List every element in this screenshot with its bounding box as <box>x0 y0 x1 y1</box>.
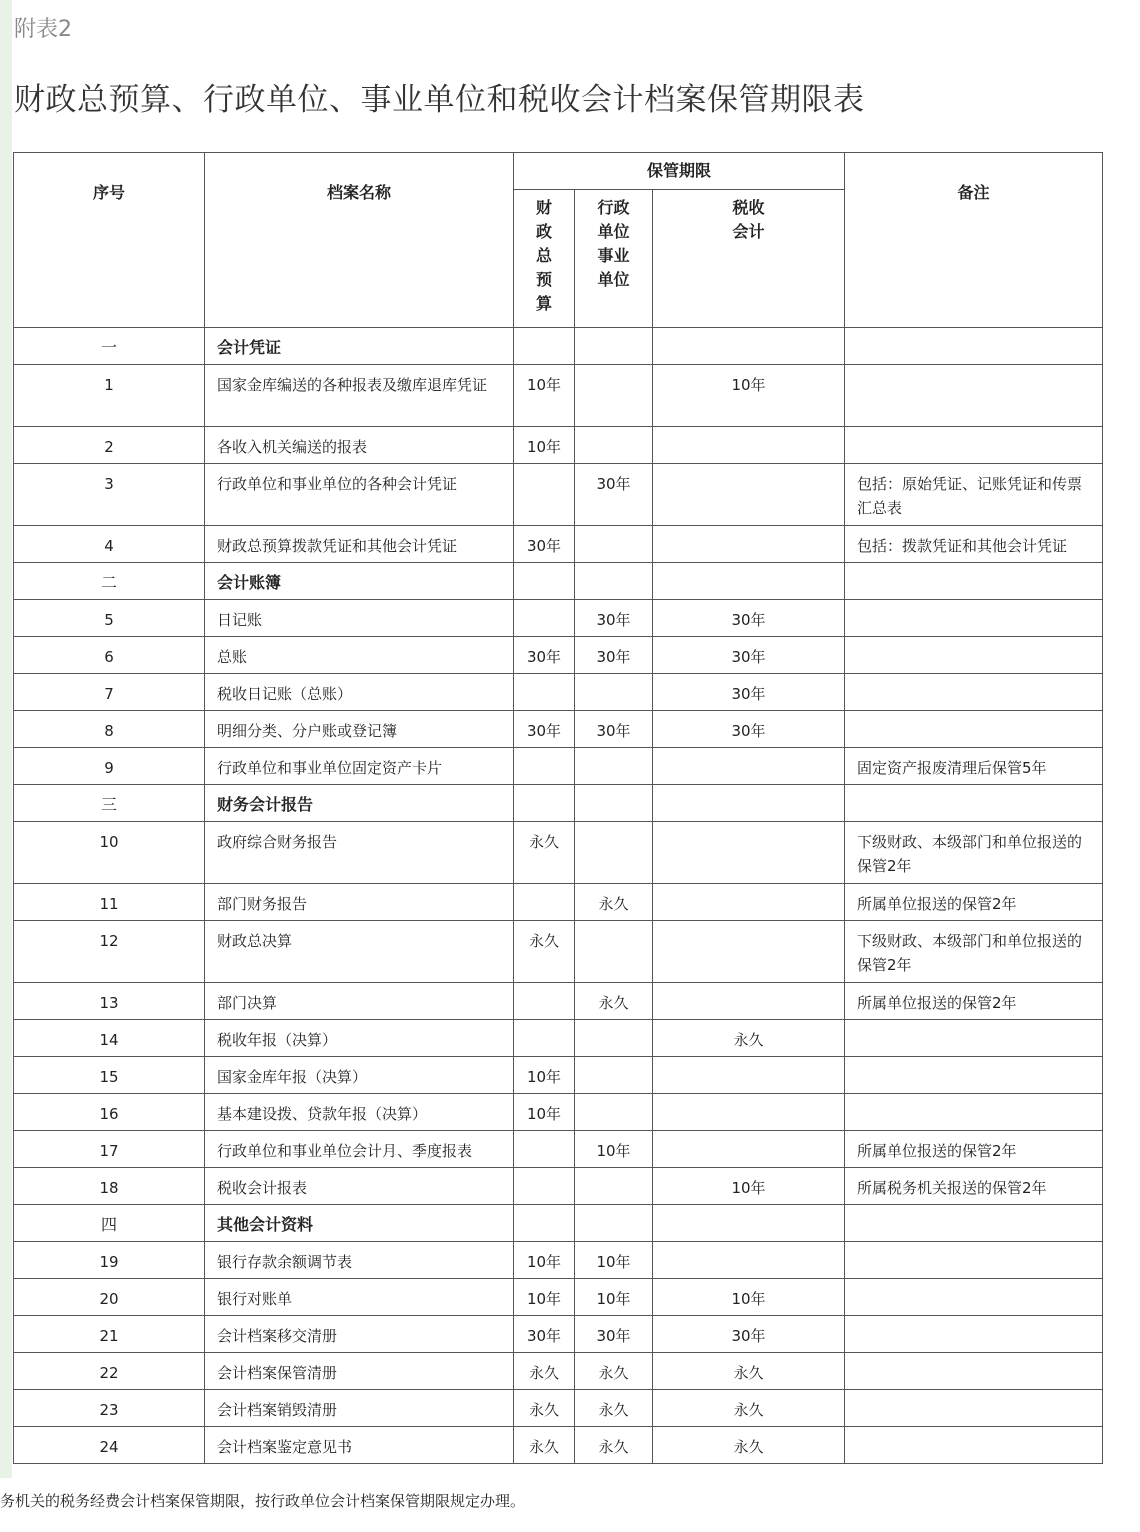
remark-cell: 所属单位报送的保管2年 <box>845 983 1103 1020</box>
archive-name-cell: 财政总预算拨款凭证和其他会计凭证 <box>205 526 514 563</box>
archive-name-cell: 日记账 <box>205 600 514 637</box>
period-admin-units-cell <box>575 427 653 464</box>
table-row <box>14 637 1103 674</box>
remark-cell: 所属单位报送的保管2年 <box>845 884 1103 921</box>
period-finance-budget-cell: 30年 <box>514 637 575 674</box>
archive-name-cell: 银行存款余额调节表 <box>205 1242 514 1279</box>
row-number-cell: 14 <box>14 1020 205 1057</box>
remark-cell: 下级财政、本级部门和单位报送的保管2年 <box>845 822 1103 884</box>
period-finance-budget-cell: 10年 <box>514 427 575 464</box>
archive-name-cell: 财务会计报告 <box>205 785 514 822</box>
period-tax-accounting-cell: 永久 <box>653 1020 845 1057</box>
remark-cell <box>845 1353 1103 1390</box>
row-number-cell: 四 <box>14 1205 205 1242</box>
section-row <box>14 785 1103 822</box>
period-tax-accounting-cell <box>653 1205 845 1242</box>
remark-cell <box>845 328 1103 365</box>
row-number-cell: 10 <box>14 822 205 884</box>
period-finance-budget-cell: 永久 <box>514 921 575 983</box>
row-number-cell: 二 <box>14 563 205 600</box>
period-finance-budget-cell <box>514 1168 575 1205</box>
remark-cell <box>845 600 1103 637</box>
table-row <box>14 526 1103 563</box>
period-admin-units-cell <box>575 1094 653 1131</box>
table-row <box>14 711 1103 748</box>
remark-cell <box>845 1316 1103 1353</box>
period-admin-units-cell <box>575 921 653 983</box>
header-remark: 备注 <box>845 153 1103 328</box>
archive-name-cell: 会计档案销毁清册 <box>205 1390 514 1427</box>
table-row <box>14 1316 1103 1353</box>
period-finance-budget-cell <box>514 563 575 600</box>
period-finance-budget-cell: 30年 <box>514 526 575 563</box>
period-tax-accounting-cell <box>653 1057 845 1094</box>
row-number-cell: 9 <box>14 748 205 785</box>
archive-name-cell: 明细分类、分户账或登记簿 <box>205 711 514 748</box>
period-admin-units-cell: 永久 <box>575 1390 653 1427</box>
period-admin-units-cell <box>575 1057 653 1094</box>
period-finance-budget-cell: 10年 <box>514 1279 575 1316</box>
archive-name-cell: 国家金库编送的各种报表及缴库退库凭证 <box>205 365 514 427</box>
period-admin-units-cell: 10年 <box>575 1242 653 1279</box>
archive-name-cell: 其他会计资料 <box>205 1205 514 1242</box>
table-row <box>14 1168 1103 1205</box>
period-finance-budget-cell: 10年 <box>514 1242 575 1279</box>
period-admin-units-cell: 永久 <box>575 884 653 921</box>
section-row <box>14 563 1103 600</box>
period-admin-units-cell: 永久 <box>575 1427 653 1464</box>
header-name: 档案名称 <box>205 153 514 328</box>
period-tax-accounting-cell <box>653 1131 845 1168</box>
period-tax-accounting-cell: 永久 <box>653 1427 845 1464</box>
period-admin-units-cell: 30年 <box>575 711 653 748</box>
table-header <box>14 153 1103 328</box>
row-number-cell: 23 <box>14 1390 205 1427</box>
period-tax-accounting-cell <box>653 983 845 1020</box>
row-number-cell: 22 <box>14 1353 205 1390</box>
table-row <box>14 1020 1103 1057</box>
table-row <box>14 1131 1103 1168</box>
period-admin-units-cell <box>575 328 653 365</box>
table-row <box>14 921 1103 983</box>
table-body <box>14 328 1103 1464</box>
table-row <box>14 365 1103 427</box>
row-number-cell: 一 <box>14 328 205 365</box>
footnote: 务机关的税务经费会计档案保管期限，按行政单位会计档案保管期限规定办理。 <box>0 1492 526 1510</box>
period-tax-accounting-cell <box>653 427 845 464</box>
header-period-tax-accounting <box>653 190 845 328</box>
period-admin-units-cell <box>575 748 653 785</box>
table-row <box>14 748 1103 785</box>
period-finance-budget-cell: 10年 <box>514 365 575 427</box>
period-finance-budget-cell: 10年 <box>514 1094 575 1131</box>
period-admin-units-cell <box>575 1020 653 1057</box>
period-finance-budget-cell <box>514 785 575 822</box>
period-admin-units-cell: 10年 <box>575 1279 653 1316</box>
row-number-cell: 13 <box>14 983 205 1020</box>
row-number-cell: 三 <box>14 785 205 822</box>
header-period-admin-units-text: 行政 单位 事业 单位 <box>597 198 630 289</box>
period-tax-accounting-cell <box>653 1094 845 1131</box>
period-tax-accounting-cell <box>653 563 845 600</box>
row-number-cell: 6 <box>14 637 205 674</box>
period-tax-accounting-cell <box>653 822 845 884</box>
archive-name-cell: 会计档案移交清册 <box>205 1316 514 1353</box>
period-admin-units-cell <box>575 1205 653 1242</box>
row-number-cell: 4 <box>14 526 205 563</box>
remark-cell <box>845 1242 1103 1279</box>
period-admin-units-cell <box>575 526 653 563</box>
remark-cell <box>845 427 1103 464</box>
header-period: 保管期限 <box>514 153 845 190</box>
attachment-label: 附表2 <box>14 17 72 42</box>
period-tax-accounting-cell: 30年 <box>653 637 845 674</box>
archive-name-cell: 税收日记账（总账） <box>205 674 514 711</box>
period-tax-accounting-cell <box>653 921 845 983</box>
period-tax-accounting-cell <box>653 884 845 921</box>
archive-name-cell: 政府综合财务报告 <box>205 822 514 884</box>
row-number-cell: 15 <box>14 1057 205 1094</box>
period-tax-accounting-cell <box>653 526 845 563</box>
header-seq: 序号 <box>14 153 205 328</box>
row-number-cell: 2 <box>14 427 205 464</box>
period-finance-budget-cell <box>514 1131 575 1168</box>
row-number-cell: 11 <box>14 884 205 921</box>
remark-cell: 所属税务机关报送的保管2年 <box>845 1168 1103 1205</box>
header-period-admin-units <box>575 190 653 328</box>
remark-cell: 所属单位报送的保管2年 <box>845 1131 1103 1168</box>
period-finance-budget-cell <box>514 748 575 785</box>
remark-cell <box>845 711 1103 748</box>
period-finance-budget-cell <box>514 328 575 365</box>
period-finance-budget-cell <box>514 464 575 526</box>
remark-cell: 包括：拨款凭证和其他会计凭证 <box>845 526 1103 563</box>
table-row <box>14 884 1103 921</box>
period-admin-units-cell: 永久 <box>575 983 653 1020</box>
period-admin-units-cell <box>575 822 653 884</box>
archive-name-cell: 会计档案保管清册 <box>205 1353 514 1390</box>
row-number-cell: 5 <box>14 600 205 637</box>
header-period-finance-budget-text: 财 政 总 预 算 <box>535 198 552 313</box>
archive-name-cell: 基本建设拨、贷款年报（决算） <box>205 1094 514 1131</box>
period-admin-units-cell <box>575 365 653 427</box>
section-row <box>14 328 1103 365</box>
archive-name-cell: 银行对账单 <box>205 1279 514 1316</box>
remark-cell <box>845 365 1103 427</box>
period-tax-accounting-cell: 30年 <box>653 711 845 748</box>
row-number-cell: 21 <box>14 1316 205 1353</box>
table-row <box>14 1094 1103 1131</box>
period-tax-accounting-cell <box>653 464 845 526</box>
period-tax-accounting-cell: 10年 <box>653 1168 845 1205</box>
table-row <box>14 1353 1103 1390</box>
archive-name-cell: 行政单位和事业单位的各种会计凭证 <box>205 464 514 526</box>
remark-cell: 固定资产报废清理后保管5年 <box>845 748 1103 785</box>
remark-cell <box>845 1094 1103 1131</box>
period-tax-accounting-cell: 10年 <box>653 1279 845 1316</box>
period-admin-units-cell: 10年 <box>575 1131 653 1168</box>
archive-name-cell: 国家金库年报（决算） <box>205 1057 514 1094</box>
row-number-cell: 3 <box>14 464 205 526</box>
section-row <box>14 1205 1103 1242</box>
period-finance-budget-cell <box>514 983 575 1020</box>
remark-cell: 包括：原始凭证、记账凭证和传票汇总表 <box>845 464 1103 526</box>
period-finance-budget-cell <box>514 600 575 637</box>
remark-cell <box>845 1205 1103 1242</box>
row-number-cell: 20 <box>14 1279 205 1316</box>
archive-name-cell: 部门决算 <box>205 983 514 1020</box>
archive-name-cell: 会计档案鉴定意见书 <box>205 1427 514 1464</box>
table-row <box>14 1279 1103 1316</box>
archive-name-cell: 会计凭证 <box>205 328 514 365</box>
period-finance-budget-cell: 永久 <box>514 822 575 884</box>
period-finance-budget-cell: 10年 <box>514 1057 575 1094</box>
archive-name-cell: 部门财务报告 <box>205 884 514 921</box>
remark-cell <box>845 674 1103 711</box>
archive-name-cell: 总账 <box>205 637 514 674</box>
period-finance-budget-cell: 30年 <box>514 1316 575 1353</box>
period-admin-units-cell <box>575 674 653 711</box>
period-tax-accounting-cell: 30年 <box>653 674 845 711</box>
period-admin-units-cell: 30年 <box>575 600 653 637</box>
retention-period-table <box>13 152 1103 1464</box>
page-left-margin-strip <box>0 0 12 1478</box>
table-row <box>14 427 1103 464</box>
row-number-cell: 17 <box>14 1131 205 1168</box>
archive-name-cell: 行政单位和事业单位固定资产卡片 <box>205 748 514 785</box>
remark-cell <box>845 1427 1103 1464</box>
archive-name-cell: 税收会计报表 <box>205 1168 514 1205</box>
period-admin-units-cell <box>575 1168 653 1205</box>
table-row <box>14 1057 1103 1094</box>
row-number-cell: 12 <box>14 921 205 983</box>
period-admin-units-cell <box>575 785 653 822</box>
table-row <box>14 674 1103 711</box>
table-row <box>14 1427 1103 1464</box>
remark-cell: 下级财政、本级部门和单位报送的保管2年 <box>845 921 1103 983</box>
archive-name-cell: 行政单位和事业单位会计月、季度报表 <box>205 1131 514 1168</box>
period-finance-budget-cell <box>514 1205 575 1242</box>
period-admin-units-cell <box>575 563 653 600</box>
table-row <box>14 1242 1103 1279</box>
period-tax-accounting-cell <box>653 328 845 365</box>
table-row <box>14 464 1103 526</box>
period-finance-budget-cell: 永久 <box>514 1353 575 1390</box>
archive-name-cell: 税收年报（决算） <box>205 1020 514 1057</box>
period-tax-accounting-cell: 30年 <box>653 1316 845 1353</box>
period-tax-accounting-cell: 永久 <box>653 1390 845 1427</box>
document-title: 财政总预算、行政单位、事业单位和税收会计档案保管期限表 <box>14 82 865 118</box>
row-number-cell: 19 <box>14 1242 205 1279</box>
row-number-cell: 16 <box>14 1094 205 1131</box>
period-tax-accounting-cell <box>653 785 845 822</box>
period-finance-budget-cell <box>514 884 575 921</box>
row-number-cell: 1 <box>14 365 205 427</box>
row-number-cell: 8 <box>14 711 205 748</box>
period-tax-accounting-cell: 30年 <box>653 600 845 637</box>
archive-name-cell: 会计账簿 <box>205 563 514 600</box>
period-admin-units-cell: 30年 <box>575 637 653 674</box>
remark-cell <box>845 785 1103 822</box>
remark-cell <box>845 1057 1103 1094</box>
table-row <box>14 1390 1103 1427</box>
period-tax-accounting-cell <box>653 1242 845 1279</box>
period-finance-budget-cell: 30年 <box>514 711 575 748</box>
header-period-tax-accounting-text: 税收 会计 <box>732 198 765 241</box>
period-admin-units-cell: 30年 <box>575 1316 653 1353</box>
archive-name-cell: 财政总决算 <box>205 921 514 983</box>
table-row <box>14 822 1103 884</box>
period-finance-budget-cell <box>514 1020 575 1057</box>
table-row <box>14 983 1103 1020</box>
row-number-cell: 24 <box>14 1427 205 1464</box>
period-admin-units-cell: 永久 <box>575 1353 653 1390</box>
remark-cell <box>845 637 1103 674</box>
period-finance-budget-cell: 永久 <box>514 1427 575 1464</box>
remark-cell <box>845 1390 1103 1427</box>
period-finance-budget-cell <box>514 674 575 711</box>
period-tax-accounting-cell <box>653 748 845 785</box>
period-tax-accounting-cell: 永久 <box>653 1353 845 1390</box>
period-admin-units-cell: 30年 <box>575 464 653 526</box>
period-finance-budget-cell: 永久 <box>514 1390 575 1427</box>
remark-cell <box>845 1279 1103 1316</box>
remark-cell <box>845 1020 1103 1057</box>
archive-name-cell: 各收入机关编送的报表 <box>205 427 514 464</box>
period-tax-accounting-cell: 10年 <box>653 365 845 427</box>
remark-cell <box>845 563 1103 600</box>
row-number-cell: 7 <box>14 674 205 711</box>
table-row <box>14 600 1103 637</box>
header-period-finance-budget <box>514 190 575 328</box>
row-number-cell: 18 <box>14 1168 205 1205</box>
